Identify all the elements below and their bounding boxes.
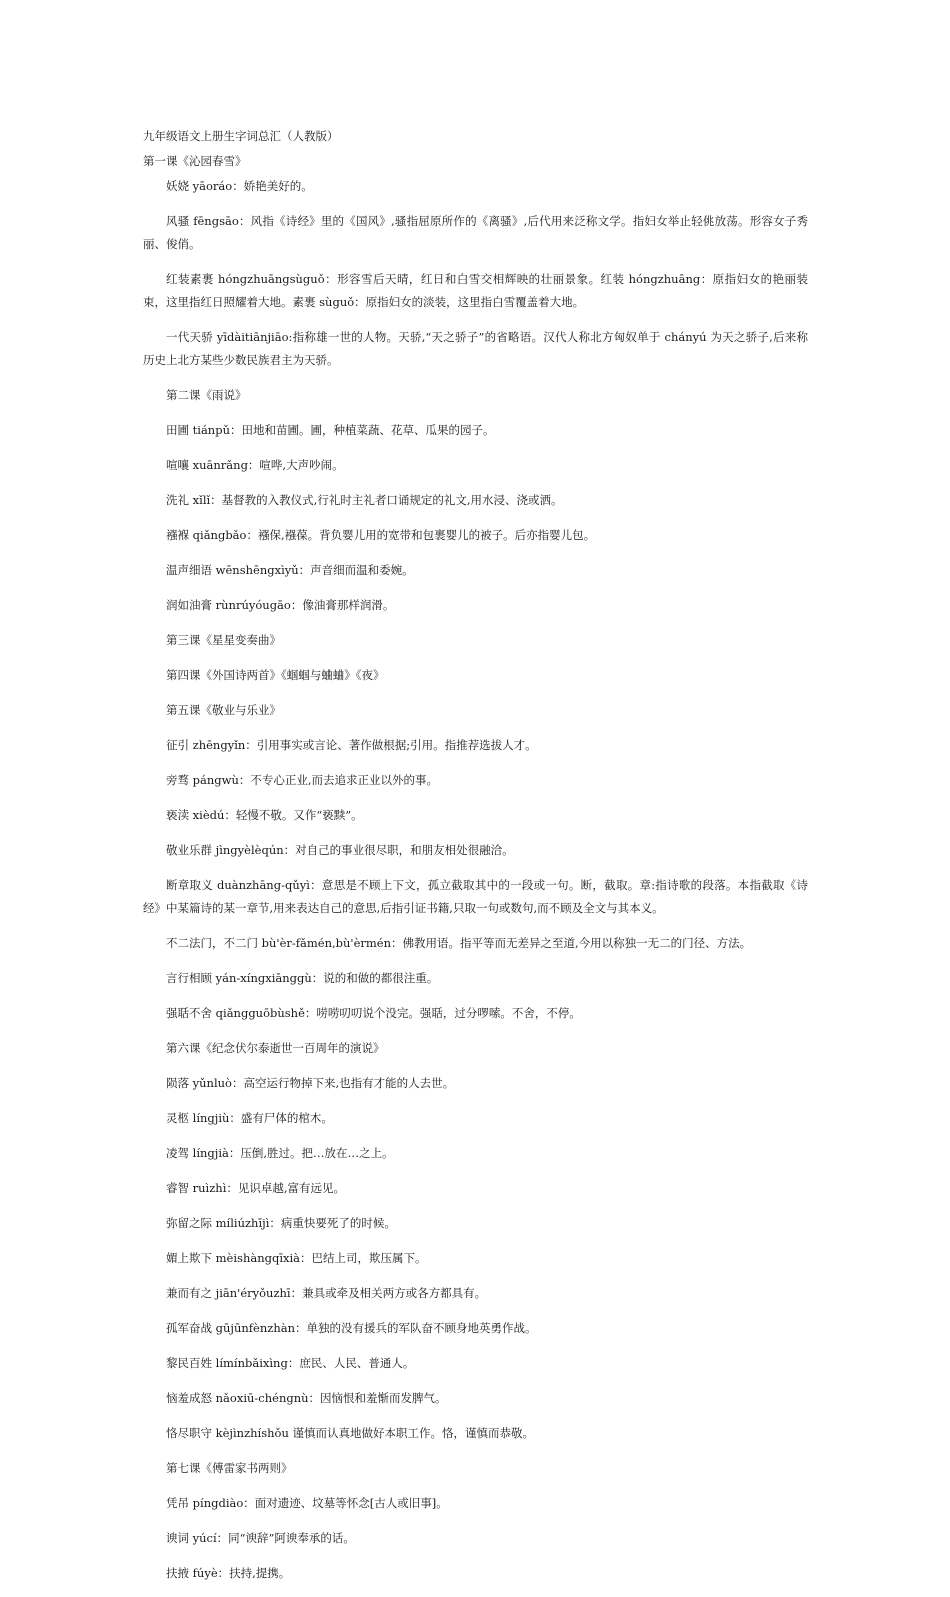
- document-title: 九年级语文上册生字词总汇（人教版）: [143, 129, 339, 143]
- document-line: 断章取义 duànzhāng-qǔyì：意思是不顾上下文，孤立截取其中的一段或一句。断，截取。章:指诗歌的段落。本指截取《诗经》中某篇诗的某一章节,用来表达自己的意思,后指引证书籍,只取一句或数句,而不顾及全文与其本义。: [143, 878, 808, 915]
- document-line: 一代天骄 yīdàitiānjiāo:指称雄一世的人物。天骄,“天之骄子”的省略语。汉代人称北方匈奴单于 chányú 为天之骄子,后来称历史上北方某些少数民族君主为天骄。: [143, 330, 808, 367]
- document-line: 强聒不舍 qiǎngguōbùshě：唠唠叨叨说个没完。强聒，过分啰嗦。不舍，不停。: [166, 1006, 581, 1020]
- document-line: 孤军奋战 gūjūnfènzhàn：单独的没有援兵的军队奋不顾身地英勇作战。: [166, 1321, 537, 1335]
- document-line: 敬业乐群 jìngyèlèqún：对自己的事业很尽职，和朋友相处很融洽。: [166, 843, 514, 857]
- document-body: [143, 125, 808, 1597]
- document-line: 第三课《星星变奏曲》: [166, 633, 281, 647]
- document-line: 风骚 fēngsāo：风指《诗经》里的《国风》,骚指屈原所作的《离骚》,后代用来泛称文学。指妇女举止轻佻放荡。形容女子秀丽、俊俏。: [143, 214, 808, 251]
- document-line: 第二课《雨说》: [166, 388, 247, 402]
- document-line: 弥留之际 míliúzhījì：病重快要死了的时候。: [166, 1216, 396, 1230]
- document-line: 襁褓 qiǎngbǎo：襁保,襁葆。背负婴儿用的宽带和包裹婴儿的被子。后亦指婴儿包。: [166, 528, 596, 542]
- document-line: 红装素裹 hóngzhuāngsùguǒ：形容雪后天晴，红日和白雪交相辉映的壮丽景象。红装 hóngzhuāng：原指妇女的艳丽装束，这里指红日照耀着大地。素裹 sùguǒ：原指妇女的淡装，这里指白雪覆盖着大地。: [143, 272, 808, 309]
- document-line: 田圃 tiánpǔ：田地和苗圃。圃，种植菜蔬、花草、瓜果的园子。: [166, 423, 495, 437]
- document-line: 恪尽职守 kèjìnzhíshǒu 谨慎而认真地做好本职工作。恪，谨慎而恭敬。: [166, 1426, 535, 1440]
- document-line: 黎民百姓 límínbǎixìng：庶民、人民、普通人。: [166, 1356, 415, 1370]
- document-line: 言行相顾 yán-xíngxiānggù：说的和做的都很注重。: [166, 971, 439, 985]
- document-line: 谀词 yúcí：同“谀辞”阿谀奉承的话。: [166, 1531, 355, 1545]
- document-line: 第四课《外国诗两首》《蝈蝈与蛐蛐》《夜》: [166, 668, 385, 682]
- document-line: 兼而有之 jiān'éryǒuzhī：兼具或牵及相关两方或各方都具有。: [166, 1286, 487, 1300]
- document-line: 陨落 yǔnluò：高空运行物掉下来,也指有才能的人去世。: [166, 1076, 455, 1090]
- document-line: 第六课《纪念伏尔泰逝世一百周年的演说》: [166, 1041, 385, 1055]
- document-line: 征引 zhēngyǐn：引用事实或言论、著作做根据;引用。指推荐选拔人才。: [166, 738, 537, 752]
- document-line: 媚上欺下 mèishàngqīxià：巴结上司，欺压属下。: [166, 1251, 427, 1265]
- document-line: 洗礼 xǐlǐ：基督教的入教仪式,行礼时主礼者口诵规定的礼文,用水浸、浇或洒。: [166, 493, 563, 507]
- document-line: 凭吊 píngdiào：面对遗迹、坟墓等怀念[古人或旧事]。: [166, 1496, 448, 1510]
- document-line: 恼羞成怒 nǎoxiū-chéngnù：因恼恨和羞惭而发脾气。: [166, 1391, 447, 1405]
- document-line: 亵渎 xièdú：轻慢不敬。又作“亵黩”。: [166, 808, 363, 822]
- document-line: 润如油膏 rùnrúyóugāo：像油膏那样润滑。: [166, 598, 395, 612]
- document-line: 第一课《沁园春雪》: [143, 154, 247, 168]
- document-line: 温声细语 wēnshēngxìyǔ：声音细而温和委婉。: [166, 563, 414, 577]
- document-line: 喧嚷 xuānrǎng：喧哗,大声吵闹。: [166, 458, 344, 472]
- document-line: 睿智 ruìzhì：见识卓越,富有远见。: [166, 1181, 346, 1195]
- document-line: 灵柩 língjiù：盛有尸体的棺木。: [166, 1111, 333, 1125]
- document-line: 扶掖 fúyè：扶持,提携。: [166, 1566, 291, 1580]
- document-line: 第七课《傅雷家书两则》: [166, 1461, 293, 1475]
- document-line: 凌驾 língjià：压倒,胜过。把…放在…之上。: [166, 1146, 394, 1160]
- document-line: 妖娆 yāoráo：娇艳美好的。: [166, 179, 313, 193]
- document-line: 旁骛 pángwù：不专心正业,而去追求正业以外的事。: [166, 773, 439, 787]
- document-line: 第五课《敬业与乐业》: [166, 703, 281, 717]
- document-line: 不二法门，不二门 bù'èr-fǎmén,bù'èrmén：佛教用语。指平等而无差异之至道,今用以称独一无二的门径、方法。: [166, 936, 752, 950]
